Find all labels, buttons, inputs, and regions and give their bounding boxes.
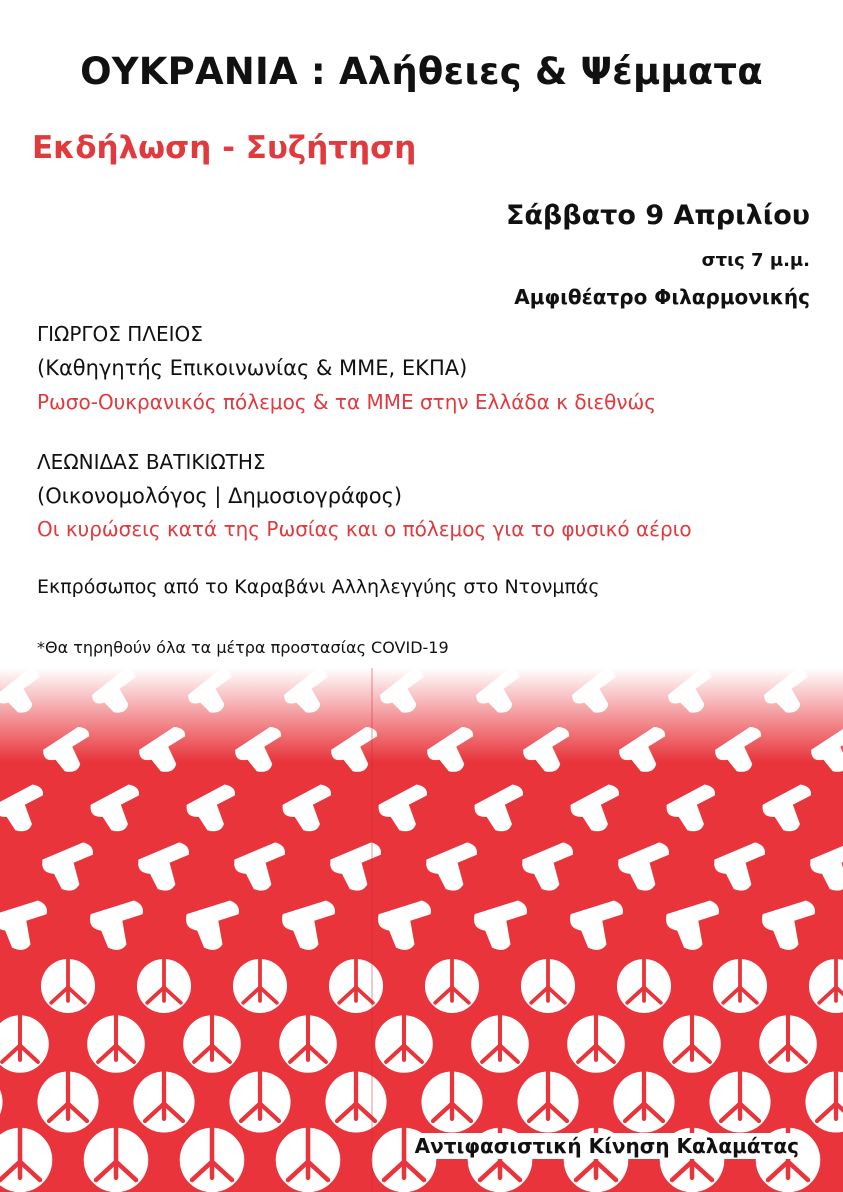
speaker-1-topic: Ρωσο-Ουκρανικός πόλεμος & τα ΜΜΕ στην Ελλάδα κ διεθνώς <box>37 390 657 414</box>
event-subtitle: Εκδήλωση - Συζήτηση <box>32 130 417 166</box>
poster-title: ΟΥΚΡΑΝΙΑ : Αλήθειες & Ψέμματα <box>80 50 763 93</box>
event-time: στις 7 μ.μ. <box>701 250 810 271</box>
speaker-2-role: (Οικονομολόγος | Δημοσιογράφος) <box>37 484 403 508</box>
organizer-signature: Αντιφασιστική Κίνηση Καλαμάτας <box>414 1134 799 1158</box>
event-venue: Αμφιθέατρο Φιλαρμονικής <box>514 285 810 309</box>
artwork-top-fade <box>0 668 843 1192</box>
guns-to-peace-artwork <box>0 668 843 1192</box>
covid-note: *Θα τηρηθούν όλα τα μέτρα προστασίας COVID-19 <box>37 638 449 657</box>
event-date: Σάββατο 9 Απριλίου <box>505 200 810 231</box>
speaker-1-name: ΓΙΩΡΓΟΣ ΠΛΕΙΟΣ <box>37 322 203 346</box>
representative-line: Εκπρόσωπος από το Καραβάνι Αλληλεγγύης στο Ντονμπάς <box>37 576 600 598</box>
speaker-2-topic: Οι κυρώσεις κατά της Ρωσίας και ο πόλεμος για το φυσικό αέριο <box>37 517 692 541</box>
speaker-2-name: ΛΕΩΝΙΔΑΣ ΒΑΤΙΚΙΩΤΗΣ <box>37 450 266 474</box>
speaker-1-role: (Καθηγητής Επικοινωνίας & ΜΜΕ, ΕΚΠΑ) <box>37 356 468 380</box>
